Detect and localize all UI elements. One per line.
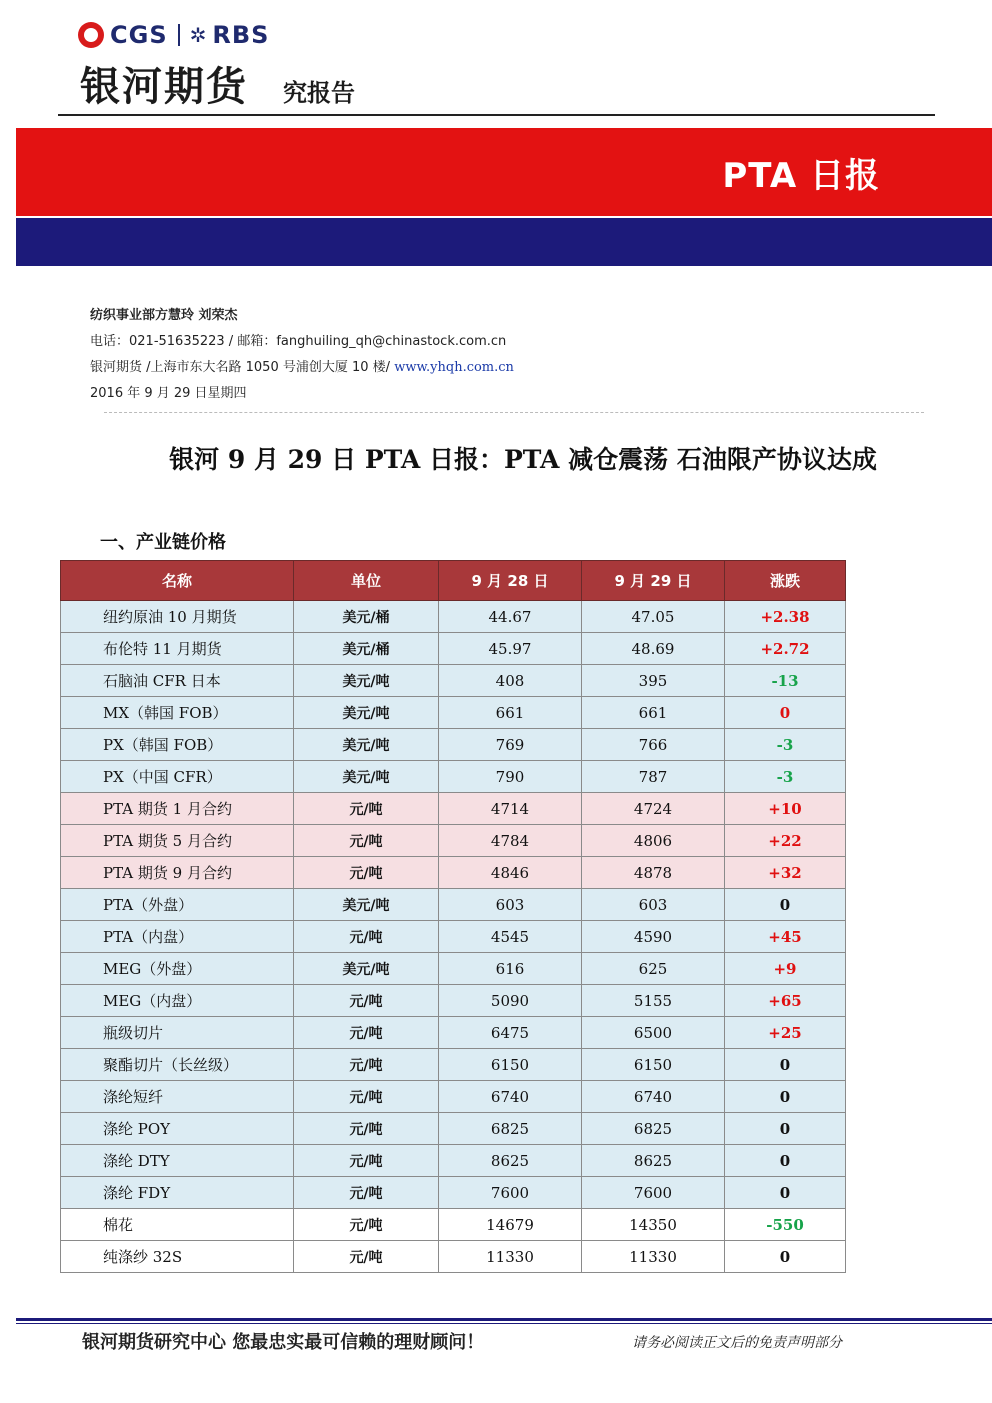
cell-unit: 元/吨 [294, 985, 439, 1017]
footer-slogan: 银河期货研究中心 您最忠实最可信赖的理财顾问！ [82, 1332, 485, 1353]
cell-date2-value: 4806 [582, 825, 725, 857]
cell-name: 涤纶 DTY [61, 1145, 294, 1177]
report-date: 2016 年 9 月 29 日星期四 [90, 386, 247, 401]
cell-unit: 美元/桶 [294, 633, 439, 665]
cell-date2-value: 625 [582, 953, 725, 985]
cell-name: PTA 期货 9 月合约 [61, 857, 294, 889]
dashed-divider [104, 412, 924, 413]
rbs-logo-icon: ✲ [189, 23, 207, 47]
cell-date1-value: 14679 [439, 1209, 582, 1241]
cell-unit: 元/吨 [294, 1049, 439, 1081]
table-row [61, 761, 846, 793]
cell-date1-value: 4714 [439, 793, 582, 825]
cell-change-value: -3 [725, 729, 846, 761]
table-row [61, 1081, 846, 1113]
cell-date2-value: 47.05 [582, 601, 725, 633]
cell-change-value: +65 [725, 985, 846, 1017]
cell-name: PX（韩国 FOB） [61, 729, 294, 761]
cell-change-value: 0 [725, 1145, 846, 1177]
table-row [61, 985, 846, 1017]
cell-date2-value: 661 [582, 697, 725, 729]
table-row [61, 953, 846, 985]
cell-name: PTA（外盘） [61, 889, 294, 921]
cell-change-value: +2.72 [725, 633, 846, 665]
cell-name: 棉花 [61, 1209, 294, 1241]
cell-change-value: +2.38 [725, 601, 846, 633]
table-row [61, 1241, 846, 1273]
cell-date1-value: 7600 [439, 1177, 582, 1209]
cell-date2-value: 8625 [582, 1145, 725, 1177]
cell-date1-value: 790 [439, 761, 582, 793]
cell-unit: 元/吨 [294, 857, 439, 889]
col-header-date2: 9 月 29 日 [582, 561, 725, 601]
cell-date1-value: 11330 [439, 1241, 582, 1273]
cell-name: 涤纶短纤 [61, 1081, 294, 1113]
cell-name: 纽约原油 10 月期货 [61, 601, 294, 633]
section-heading: 一、产业链价格 [100, 532, 226, 553]
cell-change-value: +9 [725, 953, 846, 985]
cell-change-value: 0 [725, 889, 846, 921]
cell-date2-value: 48.69 [582, 633, 725, 665]
cell-date1-value: 4784 [439, 825, 582, 857]
cell-change-value: +32 [725, 857, 846, 889]
cell-unit: 元/吨 [294, 921, 439, 953]
cell-date1-value: 661 [439, 697, 582, 729]
cell-change-value: -13 [725, 665, 846, 697]
cell-unit: 元/吨 [294, 1145, 439, 1177]
cell-date1-value: 8625 [439, 1145, 582, 1177]
cell-unit: 美元/吨 [294, 889, 439, 921]
table-header-row [61, 561, 846, 601]
cell-date1-value: 45.97 [439, 633, 582, 665]
table-row [61, 697, 846, 729]
cell-date1-value: 4545 [439, 921, 582, 953]
table-row [61, 633, 846, 665]
cell-date2-value: 11330 [582, 1241, 725, 1273]
table-row [61, 857, 846, 889]
cell-name: 瓶级切片 [61, 1017, 294, 1049]
cell-date1-value: 6150 [439, 1049, 582, 1081]
cell-date2-value: 4724 [582, 793, 725, 825]
cell-change-value: 0 [725, 1241, 846, 1273]
cell-change-value: 0 [725, 1113, 846, 1145]
cell-name: 纯涤纱 32S [61, 1241, 294, 1273]
cell-date2-value: 6740 [582, 1081, 725, 1113]
cell-change-value: 0 [725, 1177, 846, 1209]
col-header-unit: 单位 [294, 561, 439, 601]
cell-unit: 元/吨 [294, 1177, 439, 1209]
cell-name: PTA 期货 5 月合约 [61, 825, 294, 857]
cell-unit: 美元/桶 [294, 601, 439, 633]
cell-date1-value: 44.67 [439, 601, 582, 633]
logo-rbs-text: RBS [212, 21, 270, 49]
table-row [61, 889, 846, 921]
cell-name: 涤纶 FDY [61, 1177, 294, 1209]
cell-date2-value: 4878 [582, 857, 725, 889]
company-logo [78, 20, 269, 50]
cell-change-value: -550 [725, 1209, 846, 1241]
footer-disclaimer-note: 请务必阅读正文后的免责声明部分 [632, 1335, 842, 1351]
address-line [90, 356, 514, 375]
cell-unit: 元/吨 [294, 1081, 439, 1113]
cell-date1-value: 616 [439, 953, 582, 985]
cell-date1-value: 6825 [439, 1113, 582, 1145]
table-row [61, 665, 846, 697]
contact-line: 电话：021-51635223 / 邮箱：fanghuiling_qh@chinastock.com.cn [90, 334, 507, 349]
col-header-name: 名称 [61, 561, 294, 601]
website-link[interactable]: www.yhqh.com.cn [394, 360, 514, 375]
cell-unit: 元/吨 [294, 825, 439, 857]
cell-name: MEG（内盘） [61, 985, 294, 1017]
cgs-logo-icon [78, 22, 104, 48]
cell-unit: 元/吨 [294, 1241, 439, 1273]
cell-change-value: -3 [725, 761, 846, 793]
cell-date2-value: 395 [582, 665, 725, 697]
cell-name: PX（中国 CFR） [61, 761, 294, 793]
cell-date2-value: 6500 [582, 1017, 725, 1049]
cell-change-value: 0 [725, 697, 846, 729]
cell-change-value: +22 [725, 825, 846, 857]
address-text: 银河期货 /上海市东大名路 1050 号浦创大厦 10 楼/ [90, 360, 395, 375]
cell-date2-value: 6825 [582, 1113, 725, 1145]
cell-name: 布伦特 11 月期货 [61, 633, 294, 665]
col-header-date1: 9 月 28 日 [439, 561, 582, 601]
cell-name: 聚酯切片（长丝级） [61, 1049, 294, 1081]
cell-name: 石脑油 CFR 日本 [61, 665, 294, 697]
table-row [61, 729, 846, 761]
cell-date2-value: 5155 [582, 985, 725, 1017]
cell-date2-value: 6150 [582, 1049, 725, 1081]
header-divider [58, 114, 935, 116]
table-row [61, 1177, 846, 1209]
footer-divider-thick [16, 1318, 992, 1321]
author-line: 纺织事业部方慧玲 刘荣杰 [90, 308, 238, 323]
cell-unit: 美元/吨 [294, 953, 439, 985]
cell-change-value: +45 [725, 921, 846, 953]
cell-unit: 美元/吨 [294, 697, 439, 729]
cell-name: PTA（内盘） [61, 921, 294, 953]
table-row [61, 1049, 846, 1081]
cell-unit: 美元/吨 [294, 729, 439, 761]
cell-unit: 美元/吨 [294, 665, 439, 697]
logo-divider [178, 24, 180, 46]
cell-change-value: +10 [725, 793, 846, 825]
cell-date2-value: 787 [582, 761, 725, 793]
cell-date1-value: 6475 [439, 1017, 582, 1049]
cell-name: MX（韩国 FOB） [61, 697, 294, 729]
table-row [61, 921, 846, 953]
banner-title: PTA 日报 [722, 156, 880, 196]
cell-date1-value: 408 [439, 665, 582, 697]
blue-banner [16, 218, 992, 266]
price-table [60, 560, 846, 1273]
cell-date1-value: 4846 [439, 857, 582, 889]
cell-unit: 元/吨 [294, 793, 439, 825]
table-row [61, 793, 846, 825]
table-row [61, 1145, 846, 1177]
table-body [61, 601, 846, 1273]
cell-unit: 元/吨 [294, 1113, 439, 1145]
cell-date2-value: 7600 [582, 1177, 725, 1209]
table-row [61, 601, 846, 633]
cell-date2-value: 766 [582, 729, 725, 761]
cell-name: 涤纶 POY [61, 1113, 294, 1145]
cell-date1-value: 6740 [439, 1081, 582, 1113]
cell-date1-value: 769 [439, 729, 582, 761]
cell-name: PTA 期货 1 月合约 [61, 793, 294, 825]
cell-unit: 元/吨 [294, 1209, 439, 1241]
table-row [61, 1113, 846, 1145]
cell-change-value: +25 [725, 1017, 846, 1049]
table-row [61, 825, 846, 857]
report-headline: 银河 9 月 29 日 PTA 日报：PTA 减仓震荡 石油限产协议达成 [169, 445, 877, 474]
footer-divider-thin [16, 1323, 992, 1324]
company-name: 银河期货 [80, 64, 248, 110]
cell-date2-value: 14350 [582, 1209, 725, 1241]
table-row [61, 1017, 846, 1049]
table-row [61, 1209, 846, 1241]
cell-date2-value: 603 [582, 889, 725, 921]
cell-date1-value: 5090 [439, 985, 582, 1017]
cell-change-value: 0 [725, 1081, 846, 1113]
cell-change-value: 0 [725, 1049, 846, 1081]
report-type: 究报告 [283, 79, 355, 107]
logo-cgs-text: CGS [110, 21, 168, 49]
cell-unit: 美元/吨 [294, 761, 439, 793]
cell-date1-value: 603 [439, 889, 582, 921]
col-header-change: 涨跌 [725, 561, 846, 601]
cell-date2-value: 4590 [582, 921, 725, 953]
cell-unit: 元/吨 [294, 1017, 439, 1049]
cell-name: MEG（外盘） [61, 953, 294, 985]
